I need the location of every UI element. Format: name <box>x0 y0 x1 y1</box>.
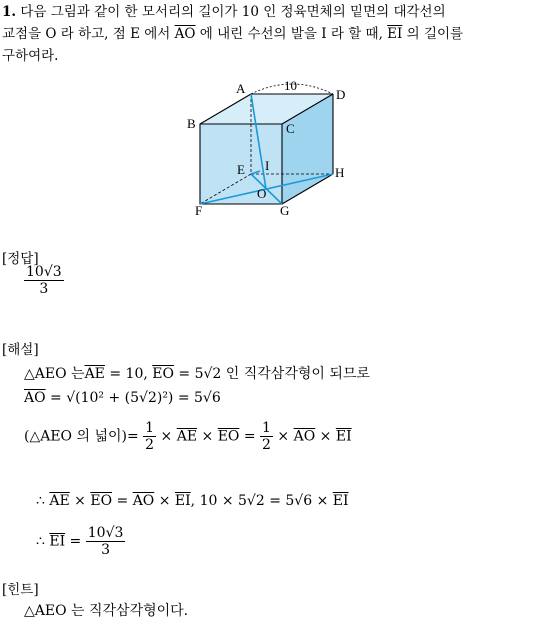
question-text-2a: 교점을 O 라 하고, 점 E 에서 <box>2 26 175 42</box>
label-i: I <box>265 158 270 173</box>
question-text-2c: 의 길이를 <box>402 26 464 42</box>
label-d: D <box>336 87 346 102</box>
hint-text: △AEO 는 직각삼각형이다. <box>24 603 189 619</box>
label-o: O <box>257 186 267 201</box>
answer-numerator: 10√3 <box>26 264 62 280</box>
question-line-1 <box>2 1 446 23</box>
segment-ei: $\overline{EI}$ <box>387 26 403 42</box>
solution-line-5: ∴ $\overline{EI}$ = $\frac{10√3}{3}$ <box>36 525 124 559</box>
label-f: F <box>195 203 203 218</box>
label-edge-length: 10 <box>284 78 297 93</box>
label-g: G <box>280 203 290 218</box>
answer-header: [정답] <box>2 251 39 267</box>
question-line-3: 구하여라. <box>2 48 59 64</box>
question-line-2 <box>2 23 463 45</box>
solution-line-2: $\overline{AO} = √(10^2 + (5√2)^2) = 5√6$ <box>24 390 221 406</box>
label-a: A <box>236 81 246 96</box>
label-e: E <box>237 162 245 177</box>
solution-line-1: △AEO 는$\overline{AE} = 10$, $\overline{EO} = 5√2$ 인 직각삼각형이 되므로 <box>24 366 370 382</box>
cube-figure <box>180 76 360 222</box>
hint-header: [힌트] <box>2 582 39 598</box>
answer-denominator: 3 <box>39 281 49 298</box>
question-text-1: 다음 그림과 같이 한 모서리의 길이가 10 인 정육면체의 밑면의 대각선의 <box>20 4 446 20</box>
solution-line-3: (△AEO 의 넓이)= $\frac{1}{2}$ × $\overline{AE} \times \overline{EO}$ = $\frac{1}{2}$ × $\overline{AO} \times \overline{EI}$ <box>24 420 352 454</box>
segment-ao: $\overline{AO}$ <box>174 26 196 42</box>
solution-header: [해설] <box>2 342 39 358</box>
question-text-2b: 에 내린 수선의 발을 I 라 할 때, <box>195 26 388 42</box>
label-b: B <box>187 116 196 131</box>
solution-line-4: ∴ $\overline{AE} \times \overline{EO} = \overline{AO} \times \overline{EI}$, $10 \times 5√2 = 5√6 \times \overline{EI}$ <box>36 493 349 509</box>
label-c: C <box>286 121 295 136</box>
answer-value <box>24 264 64 297</box>
question-number: 1. <box>2 4 17 20</box>
label-h: H <box>335 165 345 180</box>
